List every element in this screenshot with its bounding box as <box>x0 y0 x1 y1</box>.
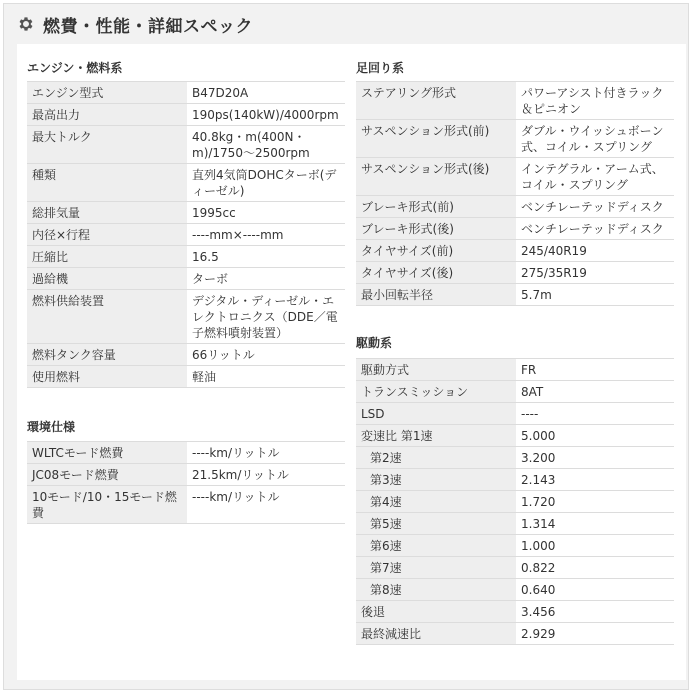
spec-value: 66リットル <box>187 344 345 366</box>
spec-value: 16.5 <box>187 246 345 268</box>
spec-value: B47D20A <box>187 82 345 104</box>
spec-value: 1.314 <box>516 513 674 535</box>
spec-label: 駆動方式 <box>356 359 516 381</box>
spec-row <box>27 464 345 486</box>
spec-row <box>356 557 674 579</box>
spec-label: LSD <box>356 403 516 425</box>
spec-value: ターボ <box>187 268 345 290</box>
drive-section-title: 駆動系 <box>356 336 393 350</box>
spec-label: ブレーキ形式(後) <box>356 218 516 240</box>
spec-value: 21.5km/リットル <box>187 464 345 486</box>
spec-label: 総排気量 <box>27 202 187 224</box>
spec-row <box>356 196 674 218</box>
spec-label: サスペンション形式(後) <box>356 158 516 196</box>
spec-label: 第7速 <box>356 557 516 579</box>
spec-value: ----km/リットル <box>187 486 345 524</box>
spec-row <box>356 284 674 306</box>
spec-value: インテグラル・アーム式、コイル・スプリング <box>516 158 674 196</box>
spec-value: ---- <box>516 403 674 425</box>
spec-value: 0.640 <box>516 579 674 601</box>
spec-row <box>356 513 674 535</box>
spec-row <box>27 202 345 224</box>
spec-row <box>356 491 674 513</box>
spec-row <box>27 246 345 268</box>
spec-label: タイヤサイズ(後) <box>356 262 516 284</box>
spec-row <box>27 366 345 388</box>
spec-value: 軽油 <box>187 366 345 388</box>
spec-value: パワーアシスト付きラック＆ピニオン <box>516 82 674 120</box>
spec-row <box>356 469 674 491</box>
spec-label: 過給機 <box>27 268 187 290</box>
spec-value: 275/35R19 <box>516 262 674 284</box>
spec-value: 8AT <box>516 381 674 403</box>
spec-label: ステアリング形式 <box>356 82 516 120</box>
spec-row <box>27 268 345 290</box>
spec-label: 燃料タンク容量 <box>27 344 187 366</box>
spec-row <box>27 126 345 164</box>
spec-value: デジタル・ディーゼル・エレクトロニクス（DDE／電子燃料噴射装置） <box>187 290 345 344</box>
spec-value: 2.143 <box>516 469 674 491</box>
spec-row <box>356 535 674 557</box>
page-title: 燃費・性能・詳細スペック <box>43 17 253 37</box>
engine-section-title: エンジン・燃料系 <box>27 61 123 75</box>
spec-value: 3.456 <box>516 601 674 623</box>
spec-row <box>356 359 674 381</box>
spec-value: 5.000 <box>516 425 674 447</box>
spec-value: ----km/リットル <box>187 442 345 464</box>
spec-frame <box>3 3 689 690</box>
spec-label: 燃料供給装置 <box>27 290 187 344</box>
spec-value: ベンチレーテッドディスク <box>516 218 674 240</box>
spec-label: 内径×行程 <box>27 224 187 246</box>
spec-row <box>356 623 674 645</box>
spec-value: 3.200 <box>516 447 674 469</box>
section-header <box>4 4 688 44</box>
spec-row <box>356 579 674 601</box>
environment-section-title: 環境仕様 <box>27 420 76 434</box>
spec-label: 第4速 <box>356 491 516 513</box>
spec-label: 第6速 <box>356 535 516 557</box>
spec-value: 0.822 <box>516 557 674 579</box>
spec-label: タイヤサイズ(前) <box>356 240 516 262</box>
spec-value: 40.8kg・m(400N・m)/1750～2500rpm <box>187 126 345 164</box>
drive-spec-table <box>356 358 674 645</box>
spec-row <box>27 344 345 366</box>
spec-label: 第3速 <box>356 469 516 491</box>
spec-label: 最小回転半径 <box>356 284 516 306</box>
spec-label: 種類 <box>27 164 187 202</box>
spec-value: 245/40R19 <box>516 240 674 262</box>
spec-row <box>27 486 345 524</box>
spec-row <box>356 120 674 158</box>
spec-row <box>356 381 674 403</box>
spec-label: 後退 <box>356 601 516 623</box>
spec-value: 2.929 <box>516 623 674 645</box>
spec-label: トランスミッション <box>356 381 516 403</box>
spec-value: ----mm×----mm <box>187 224 345 246</box>
spec-value: 1.720 <box>516 491 674 513</box>
spec-label: 第8速 <box>356 579 516 601</box>
spec-row <box>356 447 674 469</box>
spec-value: ダブル・ウイッシュボーン式、コイル・スプリング <box>516 120 674 158</box>
spec-label: 変速比 第1速 <box>356 425 516 447</box>
spec-row <box>356 262 674 284</box>
spec-value: FR <box>516 359 674 381</box>
spec-row <box>356 82 674 120</box>
spec-value: 5.7m <box>516 284 674 306</box>
spec-value: 直列4気筒DOHCターボ(ディーゼル) <box>187 164 345 202</box>
spec-value: ベンチレーテッドディスク <box>516 196 674 218</box>
spec-row <box>356 240 674 262</box>
spec-label: 10モード/10・15モード燃費 <box>27 486 187 524</box>
spec-label: 最終減速比 <box>356 623 516 645</box>
spec-row <box>356 403 674 425</box>
spec-value: 1995cc <box>187 202 345 224</box>
spec-label: JC08モード燃費 <box>27 464 187 486</box>
spec-label: 第2速 <box>356 447 516 469</box>
spec-label: ブレーキ形式(前) <box>356 196 516 218</box>
spec-value: 190ps(140kW)/4000rpm <box>187 104 345 126</box>
spec-row <box>356 158 674 196</box>
spec-row <box>356 218 674 240</box>
engine-spec-table <box>27 81 345 388</box>
spec-label: WLTCモード燃費 <box>27 442 187 464</box>
spec-row <box>356 601 674 623</box>
spec-panel <box>17 44 686 680</box>
spec-row <box>356 425 674 447</box>
spec-value: 1.000 <box>516 535 674 557</box>
chassis-spec-table <box>356 81 674 306</box>
chassis-section-title: 足回り系 <box>356 61 405 75</box>
spec-label: 第5速 <box>356 513 516 535</box>
spec-label: エンジン型式 <box>27 82 187 104</box>
spec-label: 最大トルク <box>27 126 187 164</box>
spec-row <box>27 224 345 246</box>
spec-label: 使用燃料 <box>27 366 187 388</box>
spec-label: 最高出力 <box>27 104 187 126</box>
spec-label: 圧縮比 <box>27 246 187 268</box>
spec-row <box>27 82 345 104</box>
spec-row <box>27 164 345 202</box>
spec-row <box>27 442 345 464</box>
spec-row <box>27 290 345 344</box>
environment-spec-table <box>27 441 345 524</box>
spec-row <box>27 104 345 126</box>
spec-label: サスペンション形式(前) <box>356 120 516 158</box>
gear-icon <box>17 15 35 33</box>
